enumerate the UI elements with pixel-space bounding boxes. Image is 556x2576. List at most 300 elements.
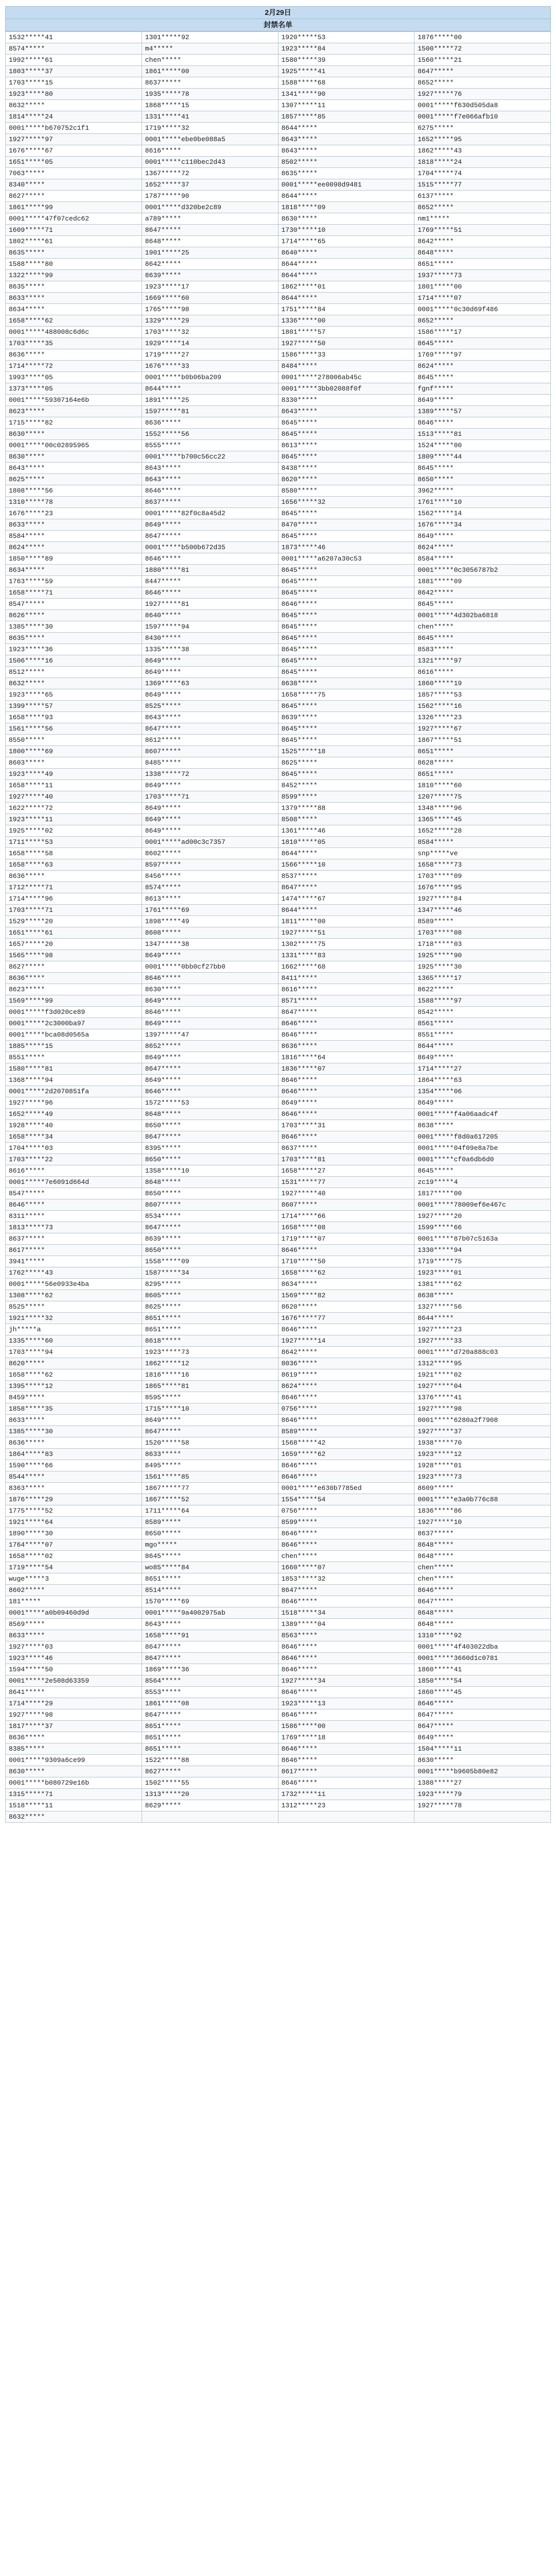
table-cell: 8624***** — [414, 542, 551, 553]
table-cell: 8646***** — [414, 417, 551, 429]
table-cell: 1561*****85 — [142, 1471, 278, 1483]
table-cell: 1817*****00 — [414, 1188, 551, 1199]
table-cell: 8636***** — [278, 1041, 414, 1052]
table-cell: 8632***** — [6, 678, 142, 689]
table-cell: 1385*****30 — [6, 1426, 142, 1437]
table-cell: 1561*****56 — [6, 723, 142, 735]
table-cell: 8647***** — [142, 1426, 278, 1437]
table-cell: 8645***** — [278, 429, 414, 440]
table-cell: 8411***** — [278, 973, 414, 984]
table-cell: 8645***** — [414, 1165, 551, 1177]
table-row — [6, 315, 551, 327]
table-cell: 8643***** — [142, 463, 278, 474]
table-row — [6, 1460, 551, 1471]
table-cell: 1658*****02 — [6, 1551, 142, 1562]
table-row — [6, 1086, 551, 1097]
table-cell: 1993*****05 — [6, 372, 142, 383]
table-cell: 1659*****62 — [278, 1449, 414, 1460]
table-cell: 8622***** — [414, 984, 551, 995]
table-cell: 8649***** — [142, 1052, 278, 1063]
table-cell: 1769*****18 — [278, 1732, 414, 1743]
table-cell: 1927*****34 — [278, 1675, 414, 1687]
table-cell: 1927*****40 — [278, 1188, 414, 1199]
table-cell: 8649***** — [142, 803, 278, 814]
table-cell: 1898*****49 — [142, 916, 278, 927]
table-cell: 1714*****96 — [6, 893, 142, 905]
table-cell: 1368*****94 — [6, 1075, 142, 1086]
table-cell: 8644***** — [414, 1313, 551, 1324]
table-row — [6, 145, 551, 157]
table-cell: 1676*****23 — [6, 508, 142, 519]
table-cell: 1703*****08 — [414, 927, 551, 939]
table-cell: 8642***** — [278, 1347, 414, 1358]
table-cell: 1809*****44 — [414, 451, 551, 463]
table-cell: 1927*****78 — [414, 1800, 551, 1811]
table-cell: 1719*****75 — [414, 1256, 551, 1267]
table-cell: 1836*****07 — [278, 1063, 414, 1075]
table-cell: 8508***** — [278, 814, 414, 825]
table-cell: 8648***** — [142, 1109, 278, 1120]
table-cell: 1361*****46 — [278, 825, 414, 837]
table-row — [6, 1063, 551, 1075]
table-cell: 1652*****49 — [6, 1109, 142, 1120]
table-cell: 1566*****10 — [278, 859, 414, 871]
table-cell: 1861*****00 — [142, 66, 278, 77]
table-row — [6, 1585, 551, 1596]
table-cell: 1937*****73 — [414, 270, 551, 281]
table-cell: 0001*****0c30d69f486 — [414, 304, 551, 315]
table-cell: 8646***** — [142, 973, 278, 984]
table-row — [6, 451, 551, 463]
table-cell: 0001*****a6207a30c53 — [278, 553, 414, 565]
table-cell: 1367*****72 — [142, 168, 278, 179]
table-row — [6, 689, 551, 701]
table-cell: 1588*****80 — [6, 259, 142, 270]
date-title: 2月29日 — [5, 6, 551, 19]
table-row — [6, 1097, 551, 1109]
table-cell: 8643***** — [278, 406, 414, 417]
table-cell: 8636***** — [6, 1437, 142, 1449]
table-cell: 1765*****98 — [142, 304, 278, 315]
table-cell: 1474*****67 — [278, 893, 414, 905]
table-row — [6, 395, 551, 406]
table-row — [6, 179, 551, 191]
table-cell: 1385*****30 — [6, 621, 142, 633]
table-cell: 0001*****ee0098d9481 — [278, 179, 414, 191]
table-cell: 1525*****18 — [278, 746, 414, 757]
table-cell: 1652*****95 — [414, 134, 551, 145]
table-cell: 8645***** — [278, 610, 414, 621]
table-cell: 0001*****d720a888c03 — [414, 1347, 551, 1358]
table-cell: 1580*****81 — [6, 1063, 142, 1075]
table-cell: 1622*****72 — [6, 803, 142, 814]
table-cell: 1676*****33 — [142, 361, 278, 372]
table-cell: 8646***** — [278, 1664, 414, 1675]
table-cell: 0001*****56e0933e4ba — [6, 1279, 142, 1290]
table-cell: 8651***** — [142, 1732, 278, 1743]
table-row — [6, 599, 551, 610]
table-cell: 8639***** — [142, 1233, 278, 1245]
table-cell: 0001*****b080729e16b — [6, 1777, 142, 1789]
table-cell: 1719*****54 — [6, 1562, 142, 1573]
table-cell: 1522*****88 — [142, 1755, 278, 1766]
table-cell: 0001*****2e508d63359 — [6, 1675, 142, 1687]
table-cell: 1732*****11 — [278, 1789, 414, 1800]
table-cell: 1376*****41 — [414, 1392, 551, 1403]
table-cell: 1927*****20 — [414, 1211, 551, 1222]
table-cell: 1358*****10 — [142, 1165, 278, 1177]
table-cell: 1769*****51 — [414, 225, 551, 236]
table-cell: 8647***** — [142, 723, 278, 735]
table-cell: 1861*****08 — [142, 1698, 278, 1709]
table-row — [6, 712, 551, 723]
table-cell: 1588*****68 — [278, 77, 414, 89]
table-row — [6, 939, 551, 950]
table-cell: 8363***** — [6, 1483, 142, 1494]
table-row — [6, 825, 551, 837]
table-cell: 8630***** — [414, 1755, 551, 1766]
table-cell: 8645***** — [278, 723, 414, 735]
table-cell: 8639***** — [142, 270, 278, 281]
table-cell: 8646***** — [414, 1698, 551, 1709]
table-row — [6, 1471, 551, 1483]
table-row — [6, 1698, 551, 1709]
table-cell: 8525***** — [6, 1301, 142, 1313]
table-cell: 8646***** — [278, 1460, 414, 1471]
table-cell: 1850*****89 — [6, 553, 142, 565]
table-row — [6, 1528, 551, 1539]
table-row — [6, 1619, 551, 1630]
table-cell: 1335*****60 — [6, 1335, 142, 1347]
table-cell: 0756***** — [278, 1505, 414, 1517]
table-cell: 1920*****53 — [278, 32, 414, 43]
table-cell: 8636***** — [6, 973, 142, 984]
table-cell: 8647***** — [142, 1222, 278, 1233]
table-cell: 0001*****b500b672d35 — [142, 542, 278, 553]
table-cell: 8589***** — [414, 916, 551, 927]
table-row — [6, 168, 551, 179]
table-cell: 8625***** — [278, 757, 414, 769]
table-cell: 8632***** — [6, 1811, 142, 1823]
table-row — [6, 1664, 551, 1675]
table-row — [6, 202, 551, 213]
table-cell: 8638***** — [278, 678, 414, 689]
table-row — [6, 746, 551, 757]
table-row — [6, 236, 551, 247]
table-cell: 8648***** — [414, 1619, 551, 1630]
table-cell: 1857*****53 — [414, 689, 551, 701]
table-cell: 1558*****09 — [142, 1256, 278, 1267]
table-cell: 8633***** — [6, 293, 142, 304]
table-row — [6, 123, 551, 134]
table-cell: 8036***** — [278, 1358, 414, 1369]
table-cell: 1816*****64 — [278, 1052, 414, 1063]
table-cell: 1711*****64 — [142, 1505, 278, 1517]
table-cell: 8646***** — [278, 1415, 414, 1426]
table-cell: 1925*****02 — [6, 825, 142, 837]
table-cell: 8651***** — [414, 769, 551, 780]
table-cell: 0001*****3660d1c0781 — [414, 1653, 551, 1664]
table-row — [6, 735, 551, 746]
table-cell: 8395***** — [142, 1143, 278, 1154]
table-cell: 8650***** — [414, 474, 551, 485]
table-cell: 1658*****58 — [6, 848, 142, 859]
table-cell: 8646***** — [278, 1755, 414, 1766]
table-cell: 8645***** — [278, 508, 414, 519]
table-row — [6, 791, 551, 803]
table-cell: 8643***** — [142, 712, 278, 723]
table-cell: 1330*****94 — [414, 1245, 551, 1256]
table-cell: 1927*****10 — [414, 1517, 551, 1528]
table-row — [6, 508, 551, 519]
table-cell: 1763*****59 — [6, 576, 142, 587]
table-cell: 1938*****70 — [414, 1437, 551, 1449]
table-cell: 8645***** — [278, 576, 414, 587]
table-cell: 8651***** — [142, 1743, 278, 1755]
table-cell: 1389*****57 — [414, 406, 551, 417]
table-cell: 8649***** — [414, 1097, 551, 1109]
table-cell: 8525***** — [142, 701, 278, 712]
table-cell: 8625***** — [142, 1301, 278, 1313]
table-cell: 1873*****46 — [278, 542, 414, 553]
table-cell: chen***** — [414, 1573, 551, 1585]
table-row — [6, 837, 551, 848]
table-row — [6, 1109, 551, 1120]
table-cell: 1925*****41 — [278, 66, 414, 77]
table-cell: 8651***** — [142, 1313, 278, 1324]
table-row — [6, 610, 551, 621]
table-cell: 8624***** — [278, 1381, 414, 1392]
table-cell: 8645***** — [142, 1551, 278, 1562]
table-cell: 1921*****02 — [414, 1369, 551, 1381]
table-cell: 1836*****86 — [414, 1505, 551, 1517]
table-cell — [142, 1811, 278, 1823]
table-row — [6, 1687, 551, 1698]
table-cell: 1569*****99 — [6, 995, 142, 1007]
table-cell: 1703*****32 — [142, 327, 278, 338]
table-cell: 1762*****43 — [6, 1267, 142, 1279]
table-row — [6, 893, 551, 905]
table-row — [6, 1562, 551, 1573]
table-cell: 8580***** — [278, 485, 414, 497]
table-row — [6, 440, 551, 451]
table-cell: 8646***** — [414, 1585, 551, 1596]
table-row — [6, 1324, 551, 1335]
table-row — [6, 1018, 551, 1029]
table-cell: 8646***** — [278, 1245, 414, 1256]
table-cell: 1662*****68 — [278, 961, 414, 973]
table-cell: 8647***** — [142, 531, 278, 542]
table-cell: 1927*****98 — [6, 1709, 142, 1721]
table-cell: 8485***** — [142, 757, 278, 769]
table-cell: m4***** — [142, 43, 278, 55]
table-cell: 8646***** — [278, 1641, 414, 1653]
table-cell: 8639***** — [278, 712, 414, 723]
table-row — [6, 1517, 551, 1528]
table-cell: 8647***** — [414, 1596, 551, 1607]
table-cell: 8635***** — [6, 247, 142, 259]
table-cell: 1308*****62 — [6, 1290, 142, 1301]
table-cell: 1860*****19 — [414, 678, 551, 689]
table-cell: 1867*****52 — [142, 1494, 278, 1505]
table-cell: 8551***** — [414, 1029, 551, 1041]
table-row — [6, 859, 551, 871]
table-cell: wo85*****84 — [142, 1562, 278, 1573]
table-cell: 1703*****15 — [6, 77, 142, 89]
table-row — [6, 77, 551, 89]
table-cell: 1658*****62 — [6, 315, 142, 327]
table-cell: 1338*****72 — [142, 769, 278, 780]
table-cell: 0001*****04f09e8a7be — [414, 1143, 551, 1154]
table-cell: 1712*****71 — [6, 882, 142, 893]
table-cell: 8617***** — [278, 1766, 414, 1777]
table-cell: 8640***** — [278, 247, 414, 259]
table-cell: 8555***** — [142, 440, 278, 451]
table-cell: 1301*****92 — [142, 32, 278, 43]
table-cell: 8649***** — [142, 814, 278, 825]
table-cell: 0001*****488008c6d6c — [6, 327, 142, 338]
table-cell: 0001*****2d2070851fa — [6, 1086, 142, 1097]
table-cell: 1921*****32 — [6, 1313, 142, 1324]
table-cell: 1704*****74 — [414, 168, 551, 179]
table-cell: 1518*****11 — [6, 1800, 142, 1811]
table-cell: 8652***** — [414, 315, 551, 327]
table-cell: 1860*****45 — [414, 1687, 551, 1698]
table-cell: 8643***** — [142, 1619, 278, 1630]
table-cell: 6275***** — [414, 123, 551, 134]
table-cell: 1710*****50 — [278, 1256, 414, 1267]
table-cell: 1923*****73 — [142, 1347, 278, 1358]
table-cell: 8599***** — [278, 791, 414, 803]
table-cell: 1656*****32 — [278, 497, 414, 508]
table-row — [6, 304, 551, 315]
table-cell: 8644***** — [142, 383, 278, 395]
table-cell: 1890*****30 — [6, 1528, 142, 1539]
table-cell: 1935*****78 — [142, 89, 278, 100]
table-cell: 3941***** — [6, 1256, 142, 1267]
table-cell: 1715*****82 — [6, 417, 142, 429]
table-cell: 8650***** — [142, 1245, 278, 1256]
table-cell: 8470***** — [278, 519, 414, 531]
table-cell: nm1***** — [414, 213, 551, 225]
table-row — [6, 338, 551, 349]
table-cell: 1817*****37 — [6, 1721, 142, 1732]
table-cell: 0001*****9309a6ce99 — [6, 1755, 142, 1766]
table-cell: 8646***** — [278, 1471, 414, 1483]
table-cell: 8646***** — [278, 1324, 414, 1335]
table-cell: 1719*****32 — [142, 123, 278, 134]
table-cell: 8638***** — [414, 1290, 551, 1301]
table-row — [6, 531, 551, 542]
table-cell: 1880*****81 — [142, 565, 278, 576]
table-cell: 8564***** — [142, 1675, 278, 1687]
table-cell: 8613***** — [278, 440, 414, 451]
table-cell: 8645***** — [278, 451, 414, 463]
table-row — [6, 1052, 551, 1063]
table-cell: 1927*****23 — [414, 1324, 551, 1335]
table-cell: 1923*****01 — [414, 1267, 551, 1279]
table-row — [6, 372, 551, 383]
table-row — [6, 905, 551, 916]
table-cell: 1869*****36 — [142, 1664, 278, 1675]
table-cell: 8651***** — [142, 1721, 278, 1732]
table-cell: 1676*****34 — [414, 519, 551, 531]
table-cell: 1341*****90 — [278, 89, 414, 100]
table-cell: 1818*****09 — [278, 202, 414, 213]
table-cell: 0001*****ad00c3c7357 — [142, 837, 278, 848]
table-cell: 1927*****37 — [414, 1426, 551, 1437]
table-cell: 8597***** — [142, 859, 278, 871]
table-row — [6, 259, 551, 270]
table-cell: 8650***** — [142, 1188, 278, 1199]
table-cell: 8643***** — [142, 474, 278, 485]
table-cell: 1504*****11 — [414, 1743, 551, 1755]
table-cell: 1379*****88 — [278, 803, 414, 814]
table-cell: 8646***** — [278, 1029, 414, 1041]
table-cell: 8649***** — [142, 689, 278, 701]
table-row — [6, 950, 551, 961]
table-row — [6, 1800, 551, 1811]
table-cell: 1703*****09 — [414, 871, 551, 882]
ban-list-body — [6, 32, 551, 1823]
table-cell: 8647***** — [142, 1641, 278, 1653]
table-cell: 1718*****03 — [414, 939, 551, 950]
table-row — [6, 417, 551, 429]
table-cell: 0001*****ebe0be088a5 — [142, 134, 278, 145]
table-cell: 1524*****00 — [414, 440, 551, 451]
table-row — [6, 1811, 551, 1823]
table-cell: 8645***** — [278, 565, 414, 576]
table-cell: 1923*****79 — [414, 1789, 551, 1800]
table-cell: 8636***** — [6, 349, 142, 361]
table-cell: 1590*****66 — [6, 1460, 142, 1471]
table-cell: 8647***** — [142, 1131, 278, 1143]
table-row — [6, 1721, 551, 1732]
table-cell: 1923*****80 — [6, 89, 142, 100]
table-cell: 8646***** — [278, 1528, 414, 1539]
table-cell: 8645***** — [278, 587, 414, 599]
table-cell: 8645***** — [278, 667, 414, 678]
table-row — [6, 1403, 551, 1415]
table-row — [6, 621, 551, 633]
table-row — [6, 1505, 551, 1517]
table-row — [6, 1177, 551, 1188]
table-row — [6, 1199, 551, 1211]
table-cell: 0001*****9a4002975ab — [142, 1607, 278, 1619]
table-row — [6, 995, 551, 1007]
table-cell: 1570*****69 — [142, 1596, 278, 1607]
table-cell: 8650***** — [142, 1528, 278, 1539]
table-cell: 1719*****27 — [142, 349, 278, 361]
table-row — [6, 66, 551, 77]
table-cell: 1331*****41 — [142, 111, 278, 123]
table-cell: 1703*****71 — [6, 905, 142, 916]
table-row — [6, 644, 551, 655]
table-cell: 8649***** — [142, 655, 278, 667]
table-cell: 8646***** — [278, 1709, 414, 1721]
table-cell: 1927*****50 — [278, 338, 414, 349]
table-cell: 8620***** — [278, 474, 414, 485]
table-cell: 181***** — [6, 1596, 142, 1607]
table-row — [6, 1755, 551, 1766]
table-cell: 1853*****32 — [278, 1573, 414, 1585]
table-cell: 8607***** — [142, 746, 278, 757]
table-cell: 1751*****84 — [278, 304, 414, 315]
table-cell: 8630***** — [6, 451, 142, 463]
table-cell: 8456***** — [142, 871, 278, 882]
table-cell: 1864*****63 — [414, 1075, 551, 1086]
table-cell: 7063***** — [6, 168, 142, 179]
